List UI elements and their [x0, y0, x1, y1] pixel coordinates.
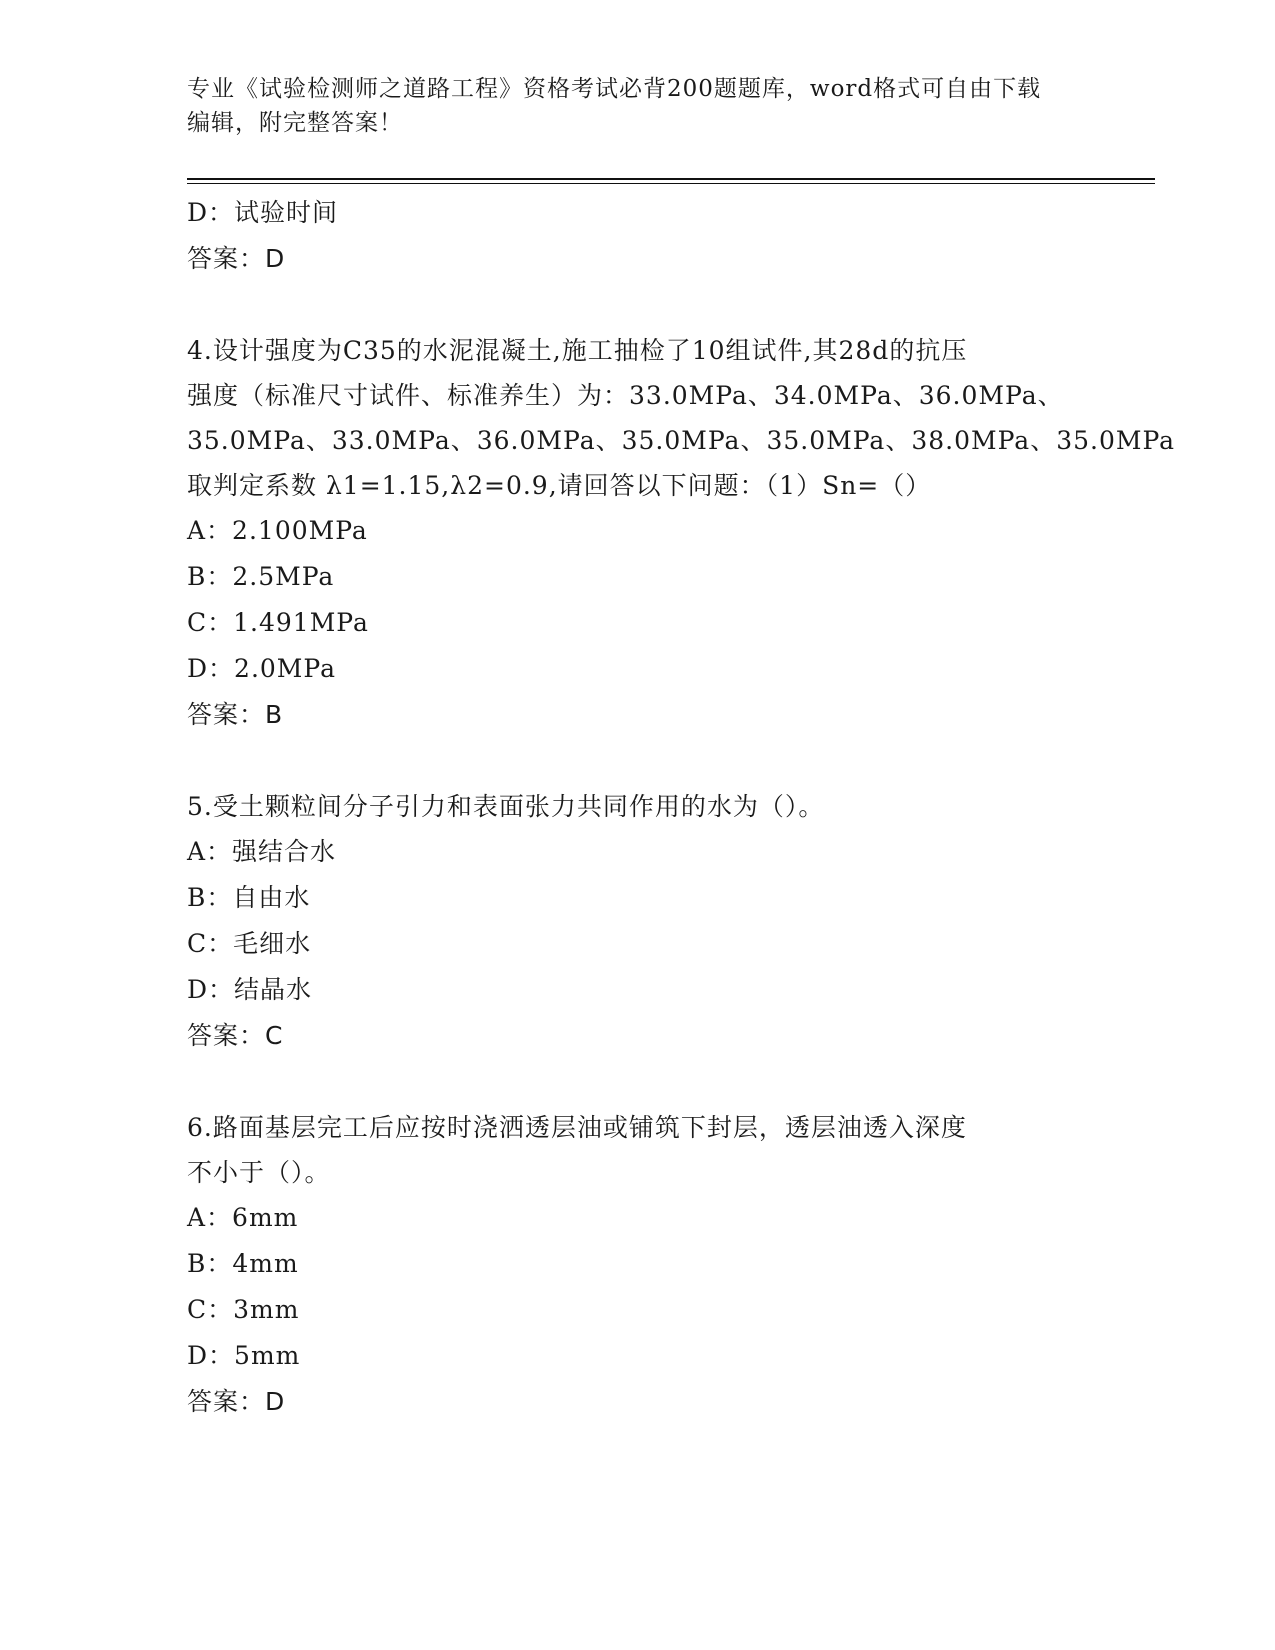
answer-line: 答案：B: [187, 700, 284, 729]
question-5: [187, 784, 1087, 1059]
header-line-1: 专业《试验检测师之道路工程》资格考试必背200题题库，word格式可自由下载: [187, 76, 1042, 102]
question-4: [187, 328, 1176, 738]
answer-line: 答案：C: [187, 1021, 284, 1050]
option-d: D：结晶水: [187, 975, 313, 1004]
answer-line: 答案：D: [187, 1387, 286, 1416]
option-b: B：自由水: [187, 883, 311, 912]
question-4-text: [187, 328, 1176, 508]
option-a: A：6mm: [187, 1203, 299, 1232]
option-c: C：毛细水: [187, 929, 312, 958]
question-text-line: 取判定系数 λ1=1.15,λ2=0.9,请回答以下问题：（1）Sn=（）: [187, 471, 932, 500]
option-d: D：2.0MPa: [187, 654, 337, 683]
answer-line: 答案：D: [187, 244, 286, 273]
question-6: [187, 1105, 1087, 1425]
option-a: A：2.100MPa: [187, 516, 368, 545]
spacer: [187, 282, 1087, 328]
option-d: D：试验时间: [187, 198, 339, 227]
question-text-line: 4.设计强度为C35的水泥混凝土,施工抽检了10组试件,其28d的抗压: [187, 336, 968, 365]
option-d: D：5mm: [187, 1341, 301, 1370]
header-divider-thin: [187, 183, 1155, 184]
option-b: B：4mm: [187, 1249, 299, 1278]
question-text-line: 5.受土颗粒间分子引力和表面张力共同作用的水为（）。: [187, 792, 825, 821]
option-b: B：2.5MPa: [187, 562, 335, 591]
header-line-2: 编辑，附完整答案！: [187, 110, 403, 136]
option-c: C：3mm: [187, 1295, 300, 1324]
spacer: [187, 738, 1087, 784]
option-a: A：强结合水: [187, 837, 337, 866]
question-5-text: [187, 784, 1087, 829]
document-header: [187, 72, 1087, 140]
question-text-line: 35.0MPa、33.0MPa、36.0MPa、35.0MPa、35.0MPa、38.0MPa、35.0MPa: [187, 426, 1176, 455]
question-text-line: 6.路面基层完工后应按时浇洒透层油或铺筑下封层，透层油透入深度: [187, 1113, 967, 1142]
previous-question-tail: [187, 190, 1087, 282]
document-body: [187, 190, 1176, 1425]
question-text-line: 不小于（）。: [187, 1158, 331, 1187]
question-text-line: 强度（标准尺寸试件、标准养生）为：33.0MPa、34.0MPa、36.0MPa、: [187, 381, 1064, 410]
option-c: C：1.491MPa: [187, 608, 369, 637]
spacer: [187, 1059, 1087, 1105]
header-divider-thick: [187, 178, 1155, 180]
question-6-text: [187, 1105, 1087, 1195]
